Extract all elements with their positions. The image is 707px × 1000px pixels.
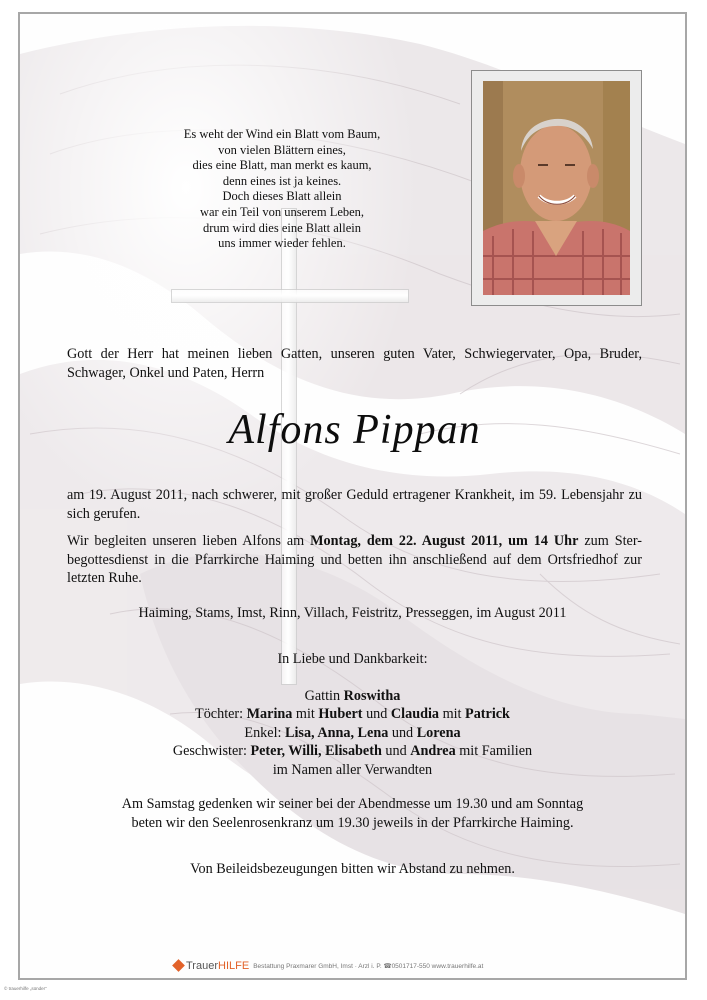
- portrait-frame: [471, 70, 642, 306]
- memorial-masses: [20, 795, 685, 832]
- poem-line: drum wird dies eine Blatt allein: [203, 220, 361, 235]
- funeral-text-before: Wir begleiten unseren lieben Alfons am: [67, 533, 311, 549]
- closing-note: Von Beileidsbezeugungen bitten wir Abstand zu nehmen.: [190, 861, 515, 877]
- footer-contact-info: Bestattung Praxmarer GmbH, Imst · Arzl i. P. ☎0501717-550 www.trauerhilfe.at: [253, 962, 484, 970]
- family-daughters-line: Töchter: Marina mit Hubert und Claudia mit Patrick: [195, 706, 510, 723]
- poem-line: denn eines ist ja keines.: [222, 173, 342, 188]
- funeral-date-time: Montag, dem 22. August 2011, um 14 Uhr: [310, 533, 579, 549]
- poem-line: dies eine Blatt, man merkt es kaum,: [192, 158, 372, 173]
- footer-brand: [174, 957, 574, 973]
- masses-line: Am Samstag gedenken wir seiner bei der Abendmesse um 19.30 und am Sonntag: [121, 796, 584, 812]
- poem-line: war ein Teil von unserem Leben,: [199, 204, 365, 219]
- poem-line: von vielen Blättern eines,: [218, 142, 346, 157]
- death-notice-text: am 19. August 2011, nach schwerer, mit großer Geduld ertragener Krankheit, im 59. Lebensjahr zu sich gerufen.: [67, 487, 642, 522]
- trauerhilfe-logo-icon: [172, 959, 185, 972]
- brand-name: TrauerHILFE: [186, 959, 250, 972]
- memorial-poem: [112, 127, 452, 252]
- funeral-text-after: zum Ster-begottesdienst in die Pfarrkirche Haiming und betten ihn anschließend auf dem Ortsfriedhof zur letzten Ruhe.: [67, 533, 642, 587]
- deceased-name: Alfons Pippan: [228, 407, 481, 453]
- family-grandchildren-line: Enkel: Lisa, Anna, Lena und Lorena: [244, 724, 461, 741]
- obituary-card: [18, 12, 687, 980]
- family-relatives-line: im Namen aller Verwandten: [272, 761, 433, 778]
- cross-horizontal-beam: [172, 290, 408, 302]
- funeral-text: [67, 532, 642, 588]
- masses-line: beten wir den Seelenrosenkranz um 19.30 jeweils in der Pfarrkirche Haiming.: [131, 814, 574, 831]
- family-wife-line: Gattin Roswitha: [304, 687, 401, 704]
- wife-name: Roswitha: [343, 687, 401, 704]
- intro-text: Gott der Herr hat meinen lieben Gatten, unseren guten Vater, Schwiegervater, Opa, Bruder, Schwager, Onkel und Paten, Herrn: [67, 346, 642, 381]
- portrait-photo: [483, 81, 630, 295]
- poem-line: Doch dieses Blatt allein: [222, 189, 342, 204]
- family-list: [20, 650, 685, 780]
- family-siblings-line: Geschwister: Peter, Willi, Elisabeth und Andrea mit Familien: [172, 743, 533, 760]
- family-heading: In Liebe und Dankbarkeit:: [277, 651, 428, 667]
- poem-line: Es weht der Wind ein Blatt vom Baum,: [183, 127, 381, 141]
- copyright-note: © trauerhilfe „sünder“: [4, 986, 47, 991]
- poem-line: uns immer wieder fehlen.: [218, 236, 346, 251]
- places-and-date: Haiming, Stams, Imst, Rinn, Villach, Feistritz, Presseggen, im August 2011: [138, 605, 567, 621]
